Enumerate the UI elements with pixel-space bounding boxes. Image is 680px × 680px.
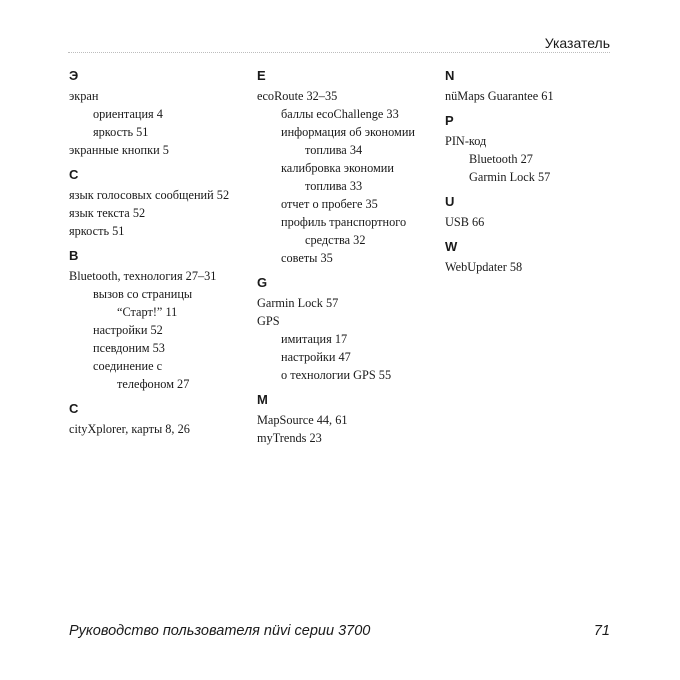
index-entry: вызов со страницы — [93, 287, 193, 301]
index-entry: MapSource 44, 61 — [257, 413, 348, 427]
section-letter: B — [69, 248, 79, 263]
index-entry: экран — [69, 89, 99, 103]
section-letter: С — [69, 167, 79, 182]
section-letter: Э — [69, 68, 79, 83]
index-entry: язык голосовых сообщений 52 — [69, 188, 230, 202]
index-section — [445, 113, 630, 186]
index-section — [257, 392, 442, 447]
index-section — [445, 68, 630, 105]
section-letter: C — [69, 401, 79, 416]
index-section — [69, 167, 254, 240]
index-entry: профиль транспортного — [281, 215, 407, 229]
section-letter: G — [257, 275, 268, 290]
index-entry: WebUpdater 58 — [445, 260, 523, 274]
index-entry: информация об экономии — [281, 125, 415, 139]
index-entry: GPS — [257, 314, 280, 328]
index-section — [69, 68, 254, 159]
header-divider — [68, 52, 610, 53]
index-column-2 — [257, 68, 442, 447]
section-letter: P — [445, 113, 454, 128]
index-entry: “Старт!” 11 — [117, 305, 178, 319]
index-section — [69, 248, 254, 393]
index-entry: Bluetooth, технология 27–31 — [69, 269, 217, 283]
index-section — [445, 194, 630, 231]
index-entry: о технологии GPS 55 — [281, 368, 392, 382]
index-entry: Garmin Lock 57 — [257, 296, 339, 310]
section-letter: N — [445, 68, 455, 83]
index-entry: топлива 33 — [305, 179, 363, 193]
index-entry: калибровка экономии — [281, 161, 394, 175]
section-letter: M — [257, 392, 268, 407]
footer-manual-title: Руководство пользователя nüvi серии 3700 — [69, 623, 371, 639]
index-entry: имитация 17 — [281, 332, 348, 346]
section-letter: W — [445, 239, 458, 254]
section-letter: E — [257, 68, 266, 83]
index-entry: настройки 52 — [93, 323, 163, 337]
index-entry: яркость 51 — [69, 224, 125, 238]
index-entry: myTrends 23 — [257, 431, 322, 445]
index-entry: ориентация 4 — [93, 107, 163, 121]
index-entry: отчет о пробеге 35 — [281, 197, 378, 211]
index-column-3 — [445, 68, 630, 276]
index-entry: советы 35 — [281, 251, 333, 265]
index-section — [257, 275, 442, 384]
index-section — [257, 68, 442, 267]
index-entry: Bluetooth 27 — [469, 152, 533, 166]
index-entry: USB 66 — [445, 215, 485, 229]
index-entry: топлива 34 — [305, 143, 363, 157]
page-header-title: Указатель — [544, 35, 610, 51]
index-entry: настройки 47 — [281, 350, 351, 364]
index-entry: PIN-код — [445, 134, 487, 148]
index-entry: язык текста 52 — [69, 206, 146, 220]
footer-page-number: 71 — [593, 623, 610, 639]
index-entry: nüMaps Guarantee 61 — [445, 89, 554, 103]
index-section — [445, 239, 630, 276]
index-entry: телефоном 27 — [117, 377, 190, 391]
index-entry: псевдоним 53 — [93, 341, 165, 355]
index-section — [69, 401, 254, 438]
index-column-1 — [69, 68, 254, 438]
index-entry: средства 32 — [305, 233, 366, 247]
index-entry: яркость 51 — [93, 125, 149, 139]
section-letter: U — [445, 194, 455, 209]
index-entry: баллы ecoChallenge 33 — [281, 107, 399, 121]
index-entry: Garmin Lock 57 — [469, 170, 551, 184]
index-entry: экранные кнопки 5 — [69, 143, 169, 157]
index-entry: ecoRoute 32–35 — [257, 89, 338, 103]
index-entry: соединение с — [93, 359, 163, 373]
index-entry: cityXplorer, карты 8, 26 — [69, 422, 190, 436]
